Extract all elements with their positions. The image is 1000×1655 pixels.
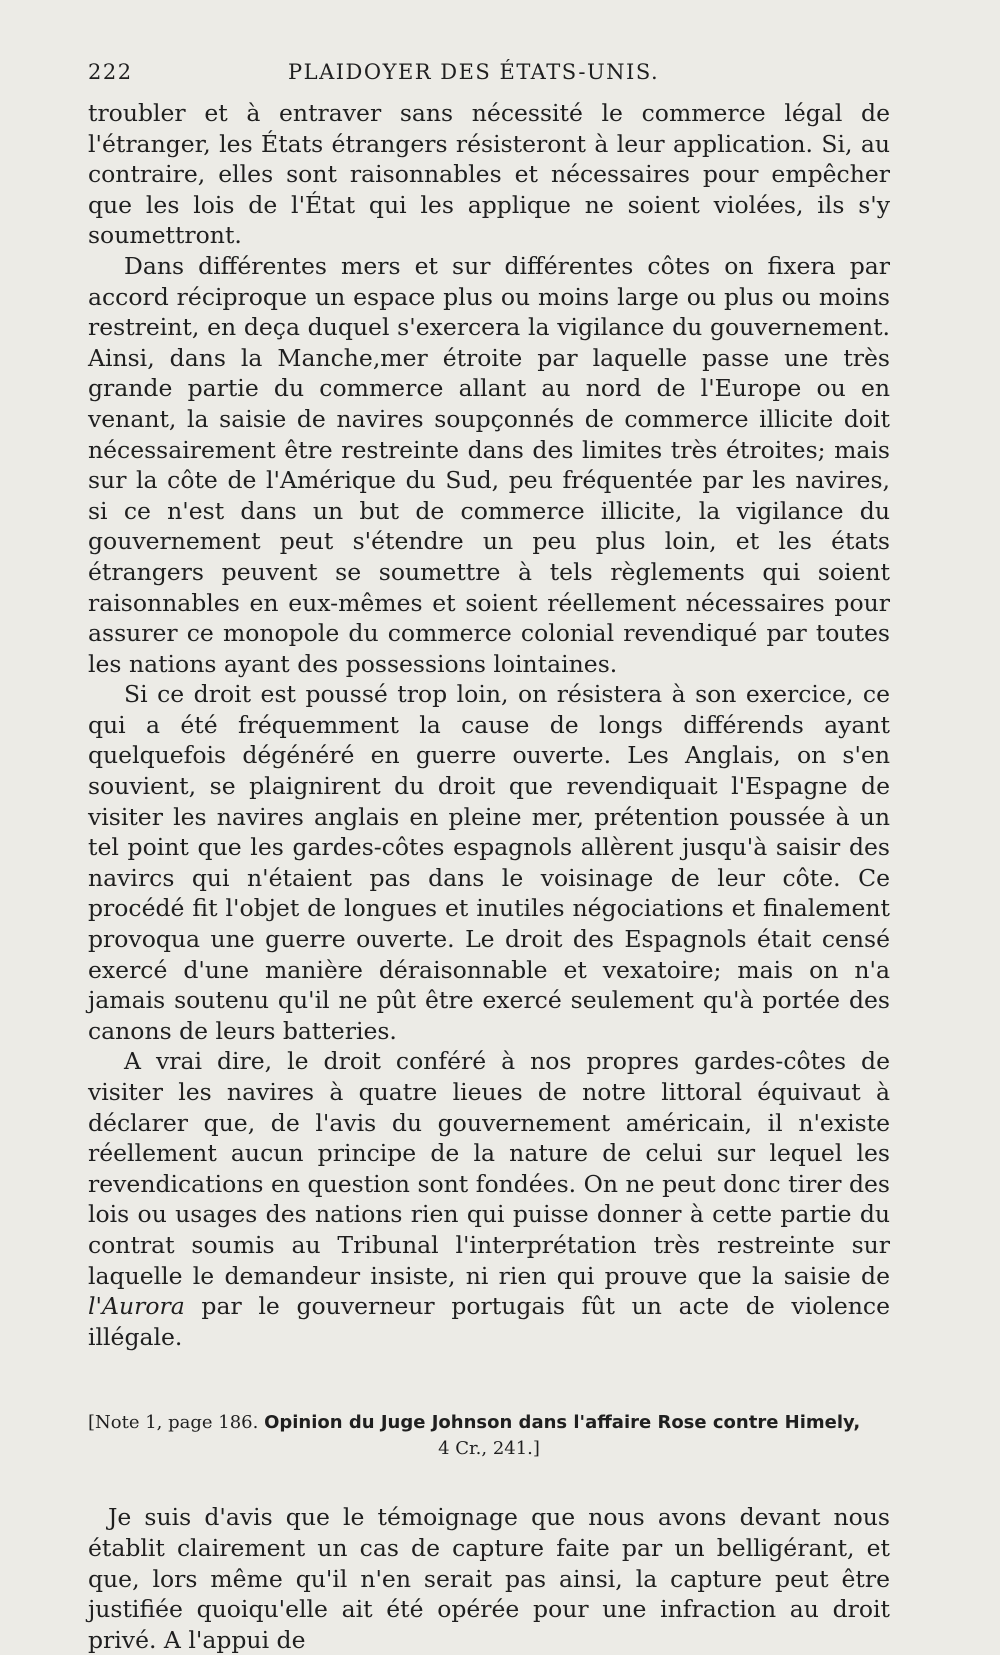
paragraph: Je suis d'avis que le témoignage que nous avons devant nous établit clairement un cas de capture faite par un belligérant, et que, lors même qu'il n'en serait pas ainsi, la capture peut être justifiée quoiqu'elle ait été opérée pour une infraction au droit privé. A l'appui de [88, 1503, 890, 1654]
paragraph [88, 1046, 890, 1352]
note-citation: 4 Cr., 241.] [438, 1438, 540, 1460]
page-number: 222 [88, 60, 133, 84]
note-heading [88, 1410, 890, 1462]
paragraph: troubler et à entraver sans nécessité le commerce légal de l'étranger, les États étrangers résisteront à leur application. Si, au contraire, elles sont raisonnables et nécessaires pour empêcher que les lois de l'État qui les applique ne soient violées, ils s'y soumettront. [88, 99, 890, 250]
note-ref: [Note 1, page 186. [88, 1412, 259, 1434]
note-text [88, 1502, 890, 1655]
paragraph-text: A vrai dire, le droit conféré à nos propres gardes-côtes de visiter les navires à quatre lieues de notre littoral équivaut à déclarer que, de l'avis du gouvernement américain, il n'existe réellement aucun principe de la nature de celui sur lequel les revendications en question sont fondées. On ne peut donc tirer des lois ou usages des nations rien qui puisse donner à cette partie du contrat soumis au Tribunal l'interprétation très restreinte sur laquelle le demandeur insiste, ni rien qui prouve que la saisie de [88, 1047, 890, 1290]
running-title: PLAIDOYER DES ÉTATS-UNIS. [288, 60, 660, 84]
note-title: Opinion du Juge Johnson dans l'affaire Rose contre Himely, [264, 1412, 861, 1434]
paragraph-text: par le gouverneur portugais fût un acte de violence illégale. [88, 1292, 890, 1351]
paragraph: Si ce droit est poussé trop loin, on résistera à son exercice, ce qui a été fréquemment la cause de longs différends ayant quelquefois dégénéré en guerre ouverte. Les Anglais, on s'en souvient, se plaignirent du droit que revendiquait l'Espagne de visiter les navires anglais en pleine mer, prétention poussée à un tel point que les gardes-côtes espagnols allèrent jusqu'à saisir des navircs qui n'étaient pas dans le voisinage de leur côte. Ce procédé fit l'objet de longues et inutiles négociations et finalement provoqua une guerre ouverte. Le droit des Espagnols était censé exercé d'une manière déraisonnable et vexatoire; mais on n'a jamais soutenu qu'il ne pût être exercé seulement qu'à portée des canons de leurs batteries. [88, 680, 890, 1045]
body-text [88, 98, 890, 1352]
running-head [88, 60, 890, 84]
paragraph: Dans différentes mers et sur différentes côtes on fixera par accord réciproque un espace plus ou moins large ou plus ou moins restreint, en deça duquel s'exercera la vigilance du gouvernement. Ainsi, dans la Manche,mer étroite par laquelle passe une très grande partie du commerce allant au nord de l'Europe ou en venant, la saisie de navires soupçonnés de commerce illicite doit nécessairement être restreinte dans des limites très étroites; mais sur la côte de l'Amérique du Sud, peu fréquentée par les navires, si ce n'est dans un but de commerce illicite, la vigilance du gouvernement peut s'étendre un peu plus loin, et les états étrangers peuvent se soumettre à tels règlements qui soient raisonnables en eux-mêmes et soient réellement nécessaires pour assurer ce monopole du commerce colonial revendiqué par toutes les nations ayant des possessions lointaines. [88, 251, 890, 678]
ship-name: l'Aurora [88, 1292, 185, 1321]
